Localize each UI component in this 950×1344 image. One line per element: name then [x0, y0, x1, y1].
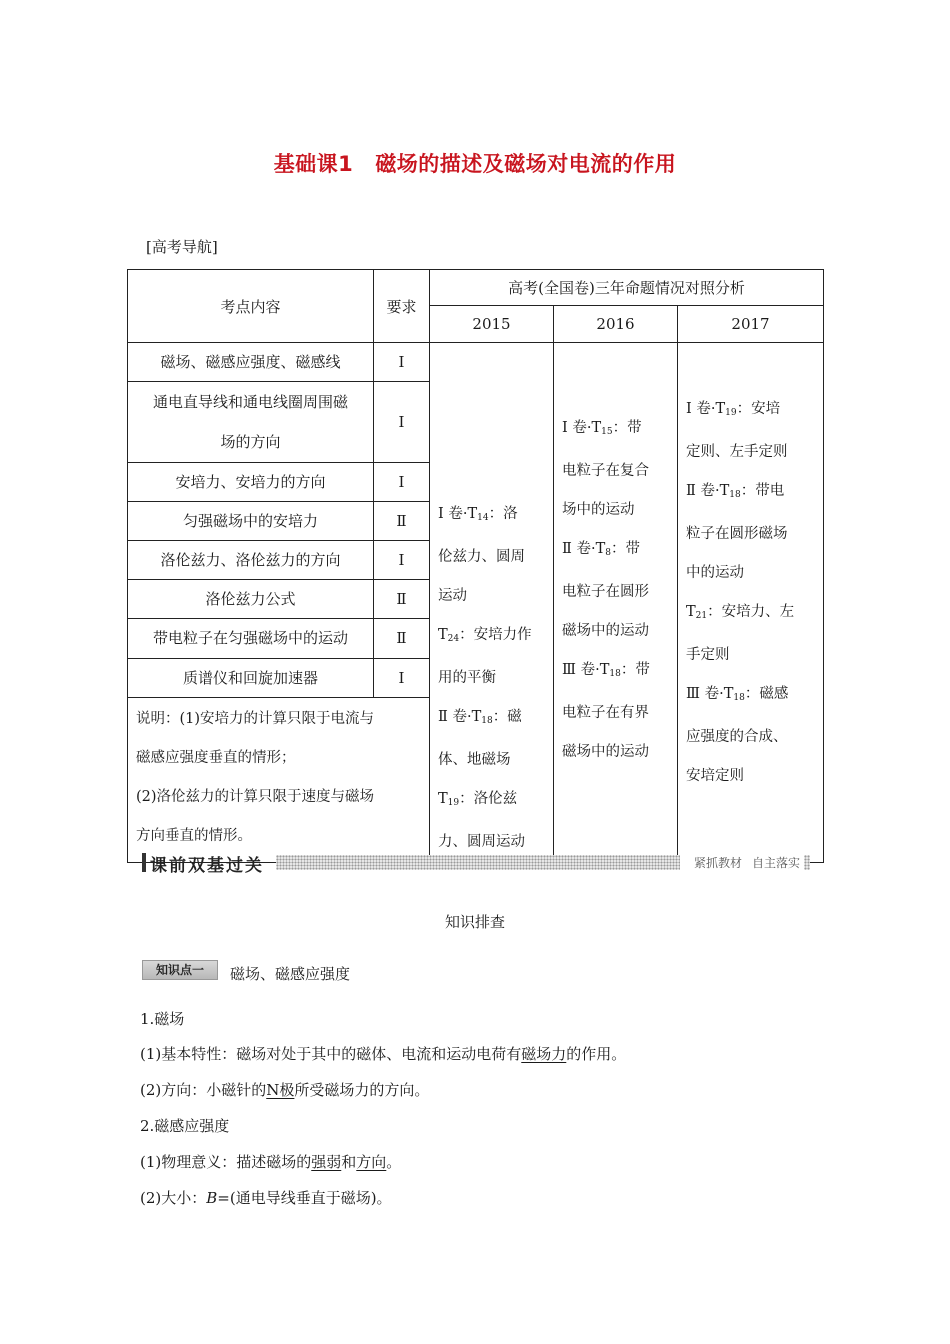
year-2015-cell: Ⅰ 卷$\cdot T_{14}$：洛 伦兹力、圆周 运动 $T_{24}$：安培力作 用的平衡 Ⅱ 卷$\cdot T_{18}$：磁 体、地磁场 $T_{19}$：洛伦兹 力、圆周运动 — [430, 343, 554, 863]
level-cell: Ⅰ — [374, 382, 430, 463]
table-note: 说明：(1)安培力的计算只限于电流与 磁感应强度垂直的情形； (2)洛伦兹力的计算只限于速度与磁场 方向垂直的情形。 — [128, 697, 430, 862]
level-cell: Ⅱ — [374, 580, 430, 619]
level-cell: Ⅰ — [374, 658, 430, 697]
content-line: (2)方向：小磁针的N极所受磁场力的方向。 — [140, 1081, 430, 1099]
topic-cell: 带电粒子在匀强磁场中的运动 — [128, 619, 374, 658]
topic-cell: 质谱仪和回旋加速器 — [128, 658, 374, 697]
banner-title: 课前双基过关 — [150, 856, 264, 876]
content-line: (1)基本特性：磁场对处于其中的磁体、电流和运动电荷有磁场力的作用。 — [140, 1045, 627, 1063]
page-title — [0, 148, 950, 178]
section-banner — [142, 851, 810, 876]
header-requirement: 要求 — [374, 270, 430, 343]
topic-cell: 匀强磁场中的安培力 — [128, 502, 374, 541]
topic-cell: 洛伦兹力公式 — [128, 580, 374, 619]
header-analysis: 高考(全国卷)三年命题情况对照分析 — [430, 270, 824, 306]
year-2017-cell: Ⅰ 卷$\cdot T_{19}$：安培 定则、左手定则 Ⅱ 卷$\cdot T_{18}$：带电 粒子在圆形磁场 中的运动 $T_{21}$：安培力、左 手定则 Ⅲ 卷$\cdot T_{18}$：磁感 应强度的合成、 安培定则 — [678, 343, 824, 863]
level-cell: Ⅱ — [374, 619, 430, 658]
header-year-2016: 2016 — [554, 306, 678, 343]
nav-label: [高考导航] — [146, 238, 218, 256]
year-2016-cell: Ⅰ 卷$\cdot T_{15}$：带 电粒子在复合 场中的运动 Ⅱ 卷$\cdot T_8$：带 电粒子在圆形 磁场中的运动 Ⅲ 卷$\cdot T_{18}$：带 电粒子在有界 磁场中的运动 — [554, 343, 678, 863]
banner-tagline: 紧抓教材 自主落实 — [680, 854, 804, 871]
header-year-2017: 2017 — [678, 306, 824, 343]
content-line: 2.磁感应强度 — [140, 1117, 230, 1135]
level-cell: Ⅰ — [374, 541, 430, 580]
section-heading: 知识排查 — [444, 913, 505, 931]
knowledge-point-badge: 知识点一 — [142, 960, 218, 980]
header-year-2015: 2015 — [430, 306, 554, 343]
level-cell: Ⅱ — [374, 502, 430, 541]
topic-cell: 安培力、安培力的方向 — [128, 463, 374, 502]
title-main: 磁场的描述及磁场对电流的作用 — [375, 152, 677, 176]
knowledge-point-title: 磁场、磁感应强度 — [230, 965, 351, 983]
banner-bar — [142, 853, 146, 872]
level-cell: Ⅰ — [374, 463, 430, 502]
topic-cell: 通电直导线和通电线圈周围磁 场的方向 — [128, 382, 374, 463]
topic-cell: 洛伦兹力、洛伦兹力的方向 — [128, 541, 374, 580]
exam-table — [127, 269, 824, 863]
header-content: 考点内容 — [128, 270, 374, 343]
topic-cell: 磁场、磁感应强度、磁感线 — [128, 343, 374, 382]
title-prefix: 基础课1 — [273, 152, 354, 176]
content-line: 1.磁场 — [140, 1010, 185, 1028]
level-cell: Ⅰ — [374, 343, 430, 382]
content-line: (1)物理意义：描述磁场的强弱和方向。 — [140, 1153, 402, 1171]
content-line: (2)大小：B=(通电导线垂直于磁场)。 — [140, 1189, 392, 1207]
